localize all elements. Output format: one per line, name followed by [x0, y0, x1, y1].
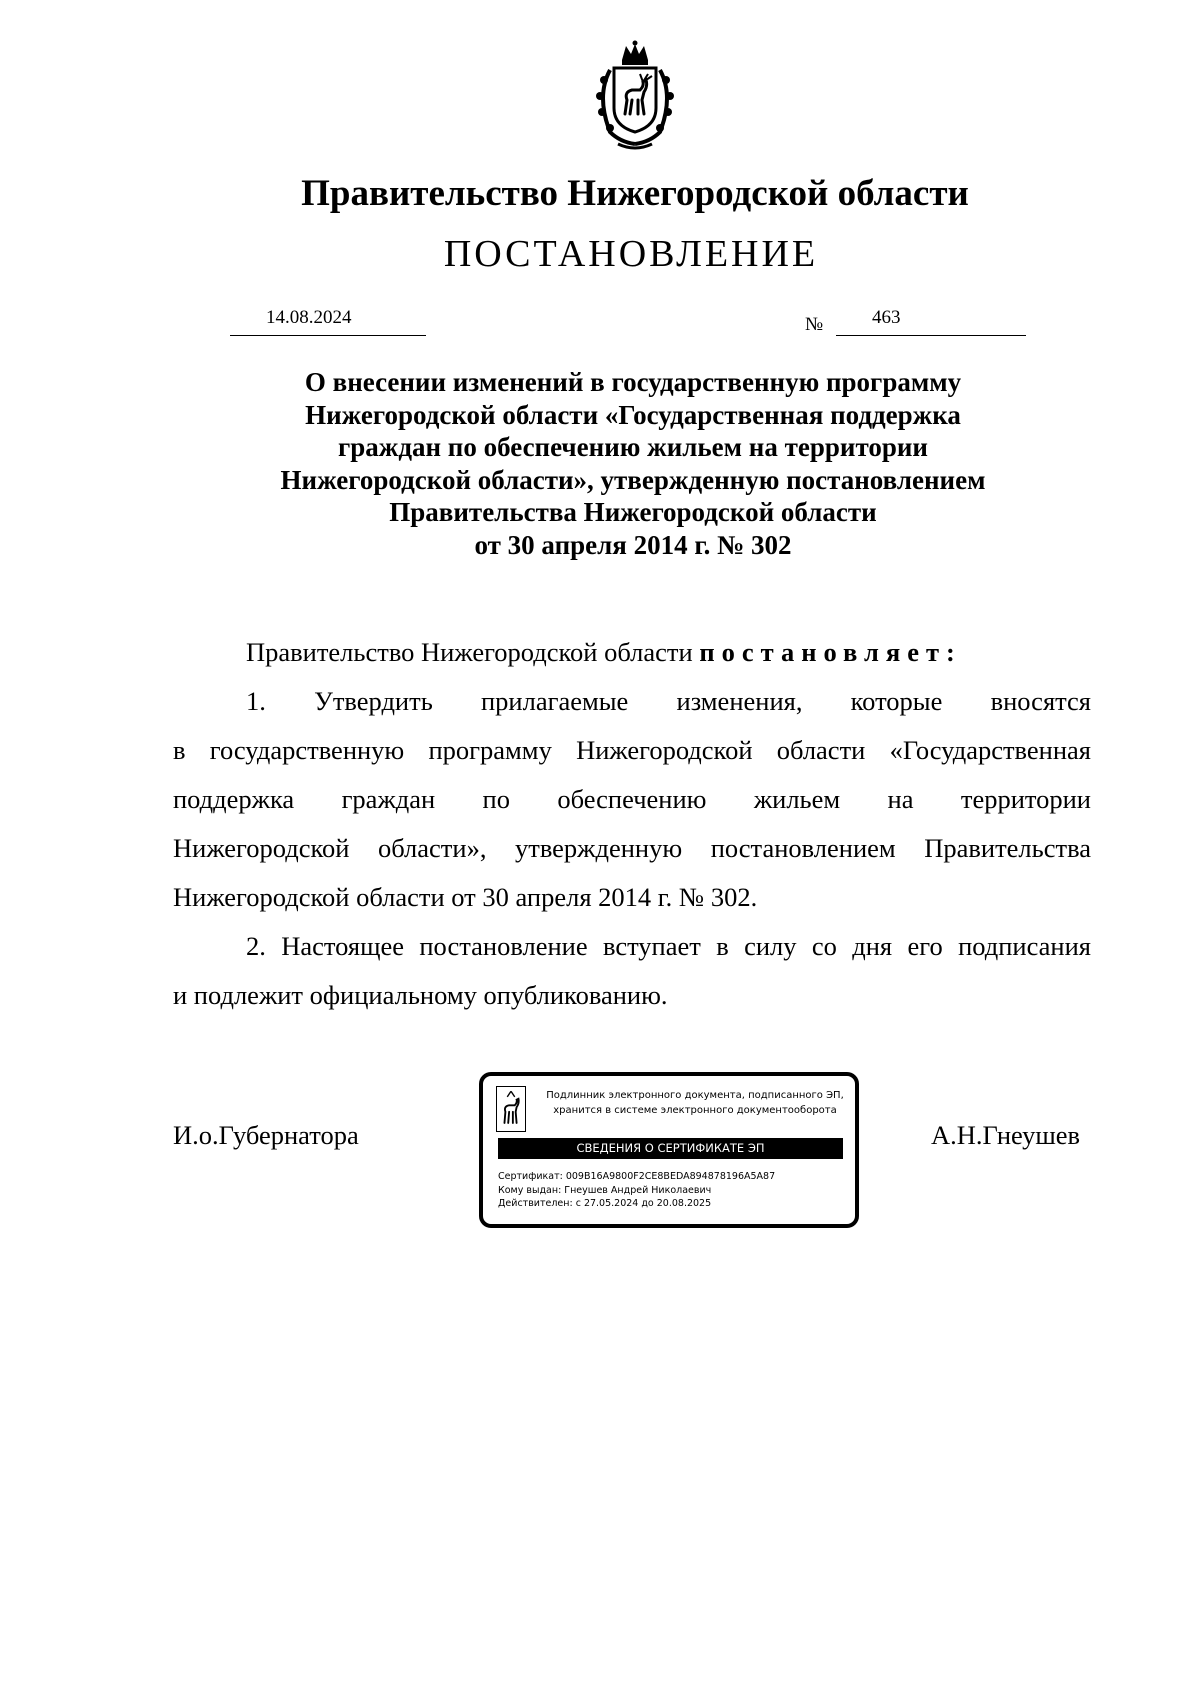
certificate-serial: Сертификат: 009B16A9800F2CE8BEDA894878196A5A87	[498, 1171, 776, 1182]
subject-line: Нижегородской области», утвержденную постановлением	[280, 464, 986, 495]
stamp-header-line: хранится в системе электронного документооборота	[553, 1105, 837, 1116]
certificate-info-bar: СВЕДЕНИЯ О СЕРТИФИКАТЕ ЭП	[498, 1138, 843, 1159]
subject-line: О внесении изменений в государственную программу	[304, 367, 962, 397]
preamble-action: постановляет:	[699, 637, 962, 667]
document-number: 463	[872, 307, 901, 328]
number-field	[836, 307, 1026, 336]
date-field	[230, 307, 426, 336]
nizhny-novgorod-coat-of-arms-icon	[580, 40, 690, 152]
item1-line: 1. Утвердить прилагаемые изменения, которые вносятся	[246, 686, 1091, 716]
number-sign: №	[805, 314, 824, 335]
subject-line: Нижегородской области «Государственная поддержка	[305, 399, 961, 430]
subject-line: граждан по обеспечению жильем на территории	[337, 432, 928, 462]
deer-emblem-icon	[496, 1086, 526, 1132]
item1-line: Нижегородской области от 30 апреля 2014 г. № 302.	[173, 882, 758, 912]
certificate-details	[498, 1170, 848, 1211]
stamp-header-line: Подлинник электронного документа, подписанного ЭП,	[546, 1090, 844, 1101]
authority-title: Правительство Нижегородской области	[301, 173, 969, 214]
subject-line: от 30 апреля 2014 г. № 302	[474, 529, 792, 560]
item1-line: поддержка граждан по обеспечению жильем на территории	[173, 784, 1091, 814]
document-subject	[0, 366, 1200, 561]
item2-line: 2. Настоящее постановление вступает в силу со дня его подписания	[246, 931, 1091, 961]
document-body	[173, 628, 1091, 1020]
signatory-name: А.Н.Гнеушев	[931, 1120, 1081, 1150]
item2-line: и подлежит официальному опубликованию.	[173, 980, 668, 1010]
subject-line: Правительства Нижегородской области	[389, 497, 877, 527]
document-type-title: ПОСТАНОВЛЕНИЕ	[443, 233, 819, 275]
document-date: 14.08.2024	[266, 307, 352, 328]
preamble-text: Правительство Нижегородской области	[246, 637, 693, 667]
certificate-owner: Кому выдан: Гнеушев Андрей Николаевич	[498, 1184, 712, 1196]
preamble-line	[173, 628, 1091, 677]
item1-line: в государственную программу Нижегородской области «Государственная	[173, 735, 1091, 765]
item1-line: Нижегородской области», утвержденную постановлением Правительства	[173, 833, 1091, 863]
stamp-header	[535, 1088, 855, 1118]
signatory-role: И.о.Губернатора	[173, 1120, 359, 1150]
e-signature-stamp	[479, 1072, 859, 1228]
certificate-validity: Действителен: с 27.05.2024 до 20.08.2025	[498, 1198, 712, 1209]
